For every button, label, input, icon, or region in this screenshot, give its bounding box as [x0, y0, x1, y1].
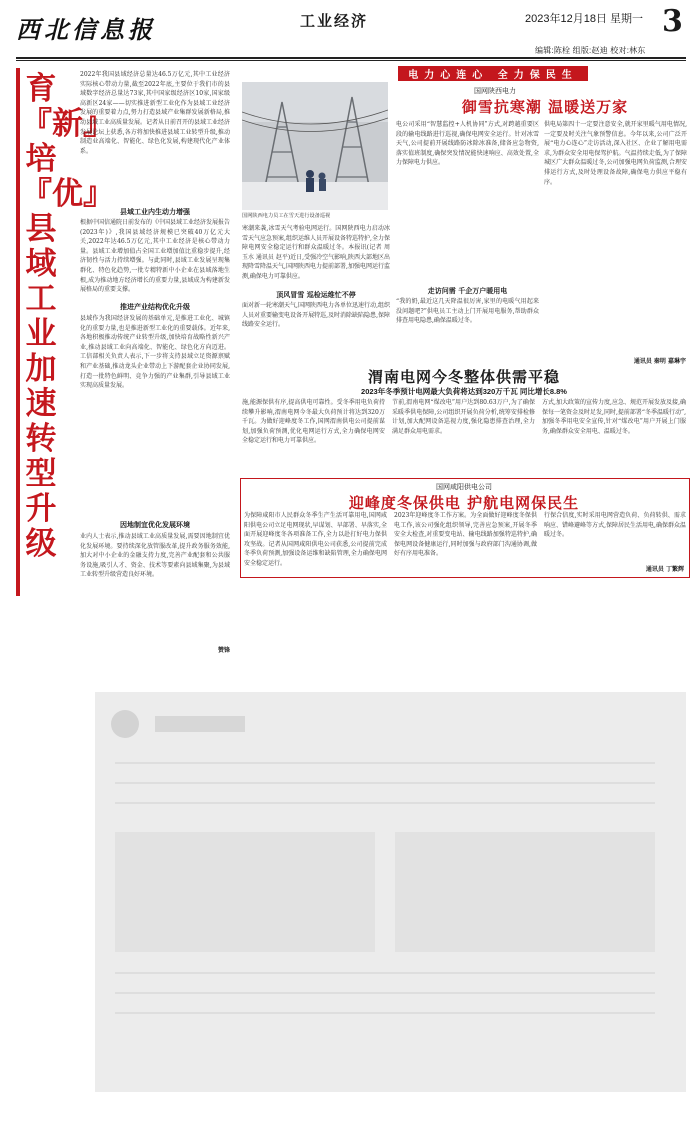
news-photo — [242, 82, 388, 210]
left-subhead-1: 县域工业内生动力增强 — [120, 207, 190, 216]
left-subhead-2: 推进产业结构优化升级 — [120, 302, 190, 311]
issue-weekday: 星期一 — [610, 13, 644, 25]
photo-caption: 国网陕西电力员工在雪天进行设备巡视 — [242, 213, 331, 219]
left-article-para-3: 县域作为我国经济发展的基础单元,是推进工业化、城镇化的重要力量,也是推进新型工业化的重要载体。近年来,各地积极推动传统产业转型升级,加快培育战略性新兴产业,推动县域工业向高端化、智能化、绿色化方向迈进。工信部相关负责人表示,下一步将支持县域立足资源禀赋和产业基础,推动龙头企业带动上下游配套企业协同发展,打造一批特色鲜明、竞争力强的产业集群,引导县域工业实现高质量发展。 — [80, 315, 230, 390]
right-bottom-col3: 行保合信度,实时采用电网营造负荷、负荷转供、需求响应、错峰避峰等方式,保障居民生活用电,确保群众温暖过冬。 — [544, 512, 686, 539]
right-top-col2b: “我的奶,最近这几天降温很厉害,家里的电暖气用起来没问题吧?”供电员工主动上门开展用电服务,帮助群众排查用电隐患,确保温暖过冬。 — [396, 298, 539, 325]
left-article-para-2: 根据中国信通院日前发布的《中国县域工业经济发展报告(2023年)》,我国县域经济规模已突破40万亿元大关,2022年达46.5万亿元,其中工业经济是核心带动力量。县域工业增加值占全国工业增加值比重稳步提升,经济韧性与活力持续增强。与此同时,县域工业发展呈现集群化、特色化趋势,一批专精特新中小企业在县域落地生根,成为推动地方经济增长的重要力量,县域成为构建新发展格局的重要支撑。 — [80, 219, 230, 294]
masthead-rule — [16, 57, 686, 59]
right-mid-col2: 节前,渭南电网“煤改电”用户达到80.63万户,为了确保采暖季供电保障,公司组织开展负荷分析,统筹安排检修计划,加大配网设备巡视力度,强化隐患排查治理,全力满足群众用电需求。 — [392, 399, 535, 435]
right-mid-headline: 渭南电网今冬整体供需平稳 — [367, 368, 560, 386]
left-subhead-3: 因地制宜优化发展环境 — [120, 520, 190, 529]
page-number: 3 — [662, 4, 683, 39]
right-top-headline: 御雪抗寒潮 温暖送万家 — [461, 98, 629, 116]
section-title: 工业经济 — [300, 12, 369, 30]
editor-credits: 编辑:陈栓 组版:赵迪 校对:林东 — [535, 46, 646, 55]
right-top-col2: 电公司采用“智慧监控+人机协同”方式,对跨越重要区段的输电线路进行巡视,确保电网安全运行。针对冰雪天气,公司提前开展线路防冰除冰准备,储备应急物资,落实值班制度,确保突发情况能快速响应、高效处置,全力保障电力供应。 — [396, 121, 539, 167]
right-mid-col1: 施,能源保供有序,提高供电可靠性。受冬季用电负荷持续攀升影响,渭南电网今冬最大负荷预计将达到320万千瓦。为做好迎峰度冬工作,国网渭南供电公司提前谋划,加强负荷预测,优化电网运行方式,全力确保电网安全稳定运行和电力可靠供应。 — [242, 399, 385, 445]
advertisement-graphic — [95, 692, 686, 1092]
right-mid-subtitle: 2023年冬季预计电网最大负荷将达到320万千瓦 同比增长8.8% — [361, 387, 567, 396]
headline-accent-bar — [16, 68, 20, 596]
category-banner: 电力心连心 全力保民生 — [398, 66, 588, 81]
right-top-company: 国网陕西电力 — [474, 88, 516, 95]
newspaper-logo: 西北信息报 — [16, 15, 156, 44]
left-article-author: 赞锋 — [217, 647, 230, 654]
advertisement-area — [95, 692, 686, 1092]
right-bottom-headline: 迎峰度冬保供电 护航电网保民生 — [348, 494, 580, 512]
left-article-para-4: 业内人士表示,推动县域工业高质量发展,需要因地制宜优化发展环境。要持续深化放管服改革,提升政务服务效能,加大对中小企业的金融支持力度,完善产业配套和公共服务设施,吸引人才、资金、技术等要素向县域集聚,为县域工业转型升级营造良好环境。 — [80, 533, 230, 579]
right-top-col1b: 面对新一轮寒潮天气,国网陕西电力各单位迅速行动,组织人员对重要输变电设备开展特巡,及时消除缺陷隐患,保障线路安全运行。 — [242, 302, 390, 329]
right-top-subhead-2: 走访问需 千企万户暖用电 — [427, 286, 508, 295]
masthead-rule-thin — [16, 60, 686, 61]
right-bottom-company: 国网咸阳供电公司 — [436, 484, 492, 491]
left-article-intro: 2022年我国县域经济总量达46.5万亿元,其中工业经济实际核心带动力量,截至2022年底,主要位于我们市的县域数字经济总量达73家,其中国家级经济区10家,国家级高新区24家——切实推进新型工业化作为县域工业经济发展的重要着力点,努力打造县域产业集群发展新格局,推动县域工业高质量发展。记者从日前召开的县域工业经济发展论坛上获悉,各方将加快推进县域工业转型升级,推动制造业高端化、智能化、绿色化发展,构建现代化产业体系。 — [80, 71, 230, 155]
right-top-col3: 供电局第四十一定要注意安全,就开家里暖气用电情况,一定要及时关注气象预警信息。今年以来,公司广泛开展“电力心连心”走访活动,深入社区、企业了解用电需求,为群众安全用电保驾护航。气温持续走低,为了保障城区广大群众温暖过冬,公司加强电网负荷监测,合理安排运行方式,及时处理设备故障,确保电力供应平稳有序。 — [544, 121, 687, 186]
issue-date-text: 2023年12月18日 — [525, 13, 607, 25]
right-mid-col3: 方式,加大政策的宣传力度,应急、规范开展发放及接,确保每一笔资金及时足发,同时,提前部署“冬季温暖行动”,加强冬季用电安全宣传,针对“煤改电”用户开展上门服务,确保群众安全用电、温暖过冬。 — [542, 399, 686, 435]
issue-date — [525, 10, 643, 26]
photo-illustration — [242, 82, 388, 210]
left-article-headline: 育『新』培『优』县域工业加速转型升级 — [21, 71, 114, 562]
right-top-subhead-1: 顶风冒雪 巡检运维忙不停 — [276, 290, 356, 299]
right-bottom-col2: 2023年迎峰度冬工作方案。为全面做好迎峰度冬保供电工作,该公司强化组织领导,完善应急预案,开展冬季安全大检查,对重要变电站、输电线路加强特巡特护,确保电网设备健康运行,同时加强与政府部门沟通协调,做好有序用电准备。 — [394, 512, 537, 558]
right-bottom-author: 通讯员 丁繁辉 — [645, 566, 684, 573]
right-top-col1: 寒潮来袭,冰雪天气考验电网运行。国网陕西电力启动冰雪天气应急预案,组织运维人员开展设备特巡特护,全力保障电网安全稳定运行和群众温暖过冬。本报讯(记者 周玉水 通讯员 赵平)近日,受强冷空气影响,陕西大部地区出现降雪降温天气,国网陕西电力提前部署,加强电网运行监测,确保电力可靠供应。 — [242, 225, 390, 280]
right-bottom-col1: 为保障咸阳市人民群众冬季生产生活可靠用电,国网咸阳供电公司立足电网现状,早谋划、早部署、早落实,全面开展迎峰度冬各项准备工作,全力以赴打好电力保供攻坚战。记者从国网咸阳供电公司获悉,公司提前完成冬季负荷预测,加强设备运维和缺陷管理,全力确保电网安全稳定运行。 — [244, 512, 387, 567]
right-top-author: 通讯员 秦明 嘉琳宇 — [633, 358, 686, 365]
